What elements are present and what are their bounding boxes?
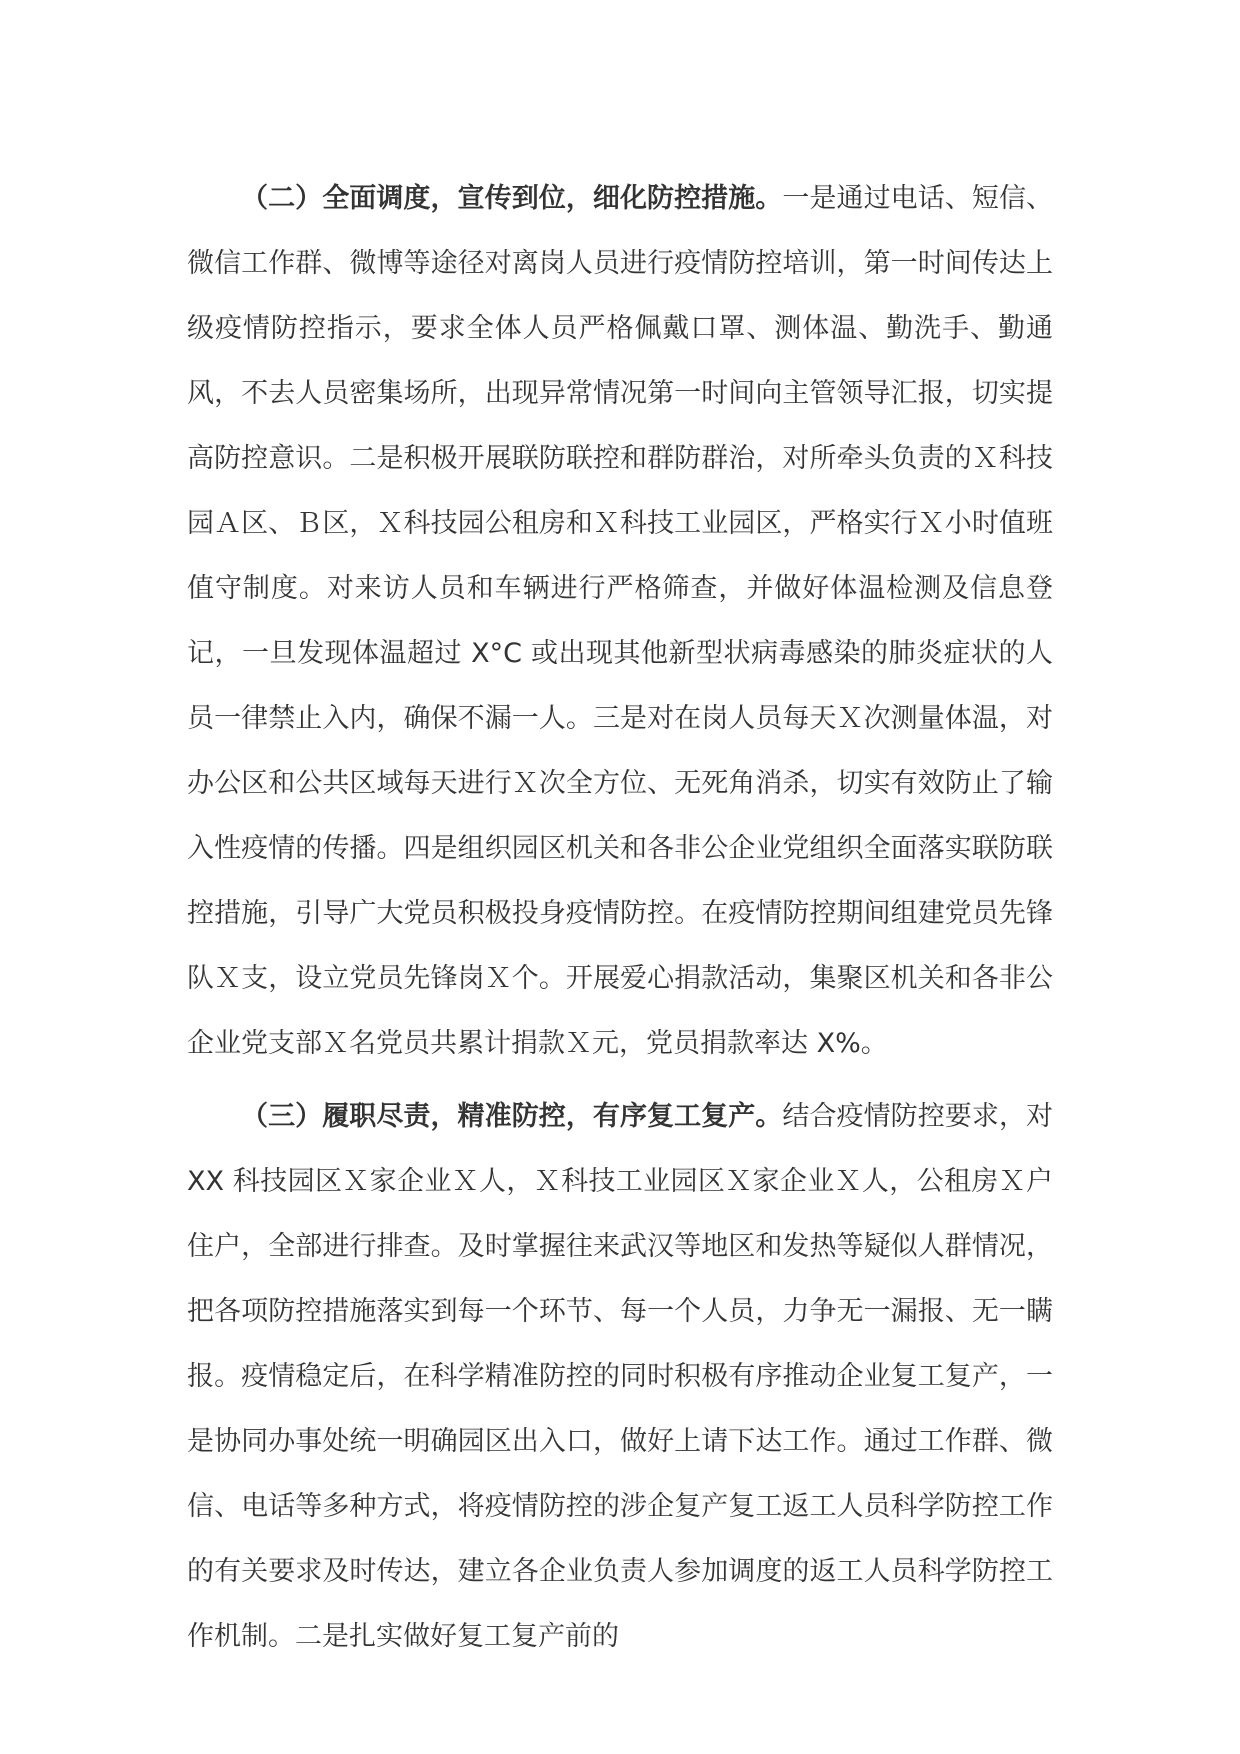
paragraph-2-body: 一是通过电话、短信、微信工作群、微博等途径对离岗人员进行疫情防控培训，第一时间传达上级疫情防控指示，要求全体人员严格佩戴口罩、测体温、勤洗手、勤通风，不去人员密集场所，出现异常情况第一时间向主管领导汇报，切实提高防控意识。二是积极开展联防联控和群防群治，对所牵头负责的Ｘ科技园Ａ区、Ｂ区，Ｘ科技园公租房和Ｘ科技工业园区，严格实行Ｘ小时值班值守制度。对来访人员和车辆进行严格筛查，并做好体温检测及信息登记，一旦发现体温超过 X°C 或出现其他新型状病毒感染的肺炎症状的人员一律禁止入内，确保不漏一人。三是对在岗人员每天Ｘ次测量体温，对办公区和公共区域每天进行Ｘ次全方位、无死角消杀，切实有效防止了输入性疫情的传播。四是组织园区机关和各非公企业党组织全面落实联防联控措施，引导广大党员积极投身疫情防控。在疫情防控期间组建党员先锋队Ｘ支，设立党员先锋岗Ｘ个。开展爱心捐款活动，集聚区机关和各非公企业党支部Ｘ名党员共累计捐款Ｘ元，党员捐款率达 X%。 <box>187 183 1054 1059</box>
paragraph-2 <box>187 166 1053 1076</box>
paragraph-3-body: 结合疫情防控要求，对 XX 科技园区Ｘ家企业Ｘ人，Ｘ科技工业园区Ｘ家企业Ｘ人，公租房Ｘ户住户，全部进行排查。及时掌握往来武汉等地区和发热等疑似人群情况，把各项防控措施落实到每一个环节、每一个人员，力争无一漏报、无一瞒报。疫情稳定后，在科学精准防控的同时积极有序推动企业复工复产，一是协同办事处统一明确园区出入口，做好上请下达工作。通过工作群、微信、电话等多种方式，将疫情防控的涉企复产复工返工人员科学防控工作的有关要求及时传达，建立各企业负责人参加调度的返工人员科学防控工作机制。二是扎实做好复工复产前的 <box>187 1101 1054 1652</box>
paragraph-2-heading: （二）全面调度，宣传到位，细化防控措施。 <box>241 183 783 214</box>
paragraph-3-heading: （三）履职尽责，精准防控，有序复工复产。 <box>241 1101 783 1132</box>
document-page <box>187 166 1053 1669</box>
paragraph-3 <box>187 1084 1053 1669</box>
